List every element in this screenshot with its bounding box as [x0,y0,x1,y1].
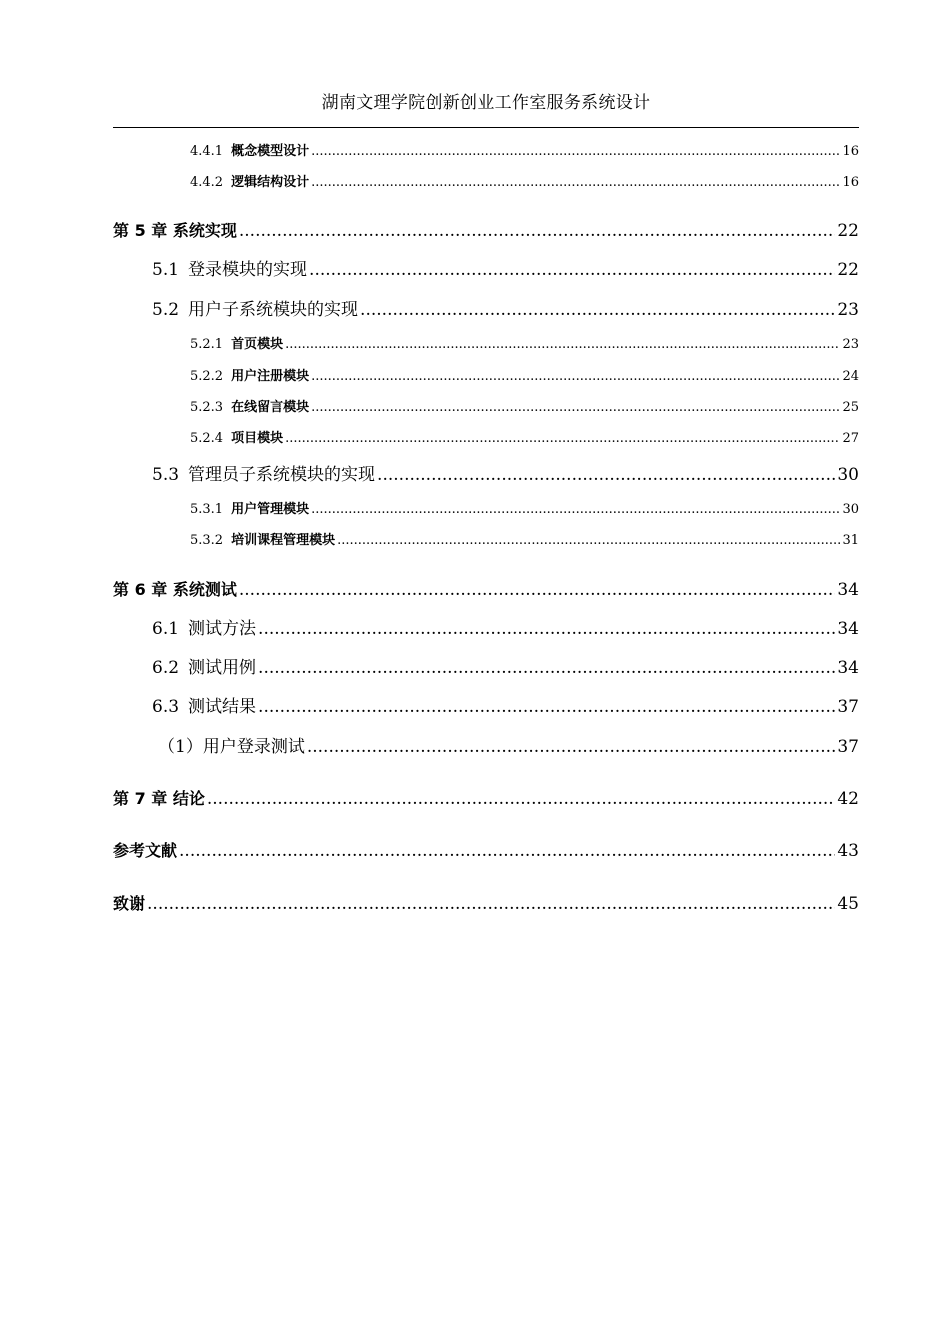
toc-entry-6-3-item-1[interactable] [158,735,859,759]
toc-entry-label: 测试用例 [188,658,257,678]
toc-leader-dots [309,258,835,282]
toc-page-number: 37 [837,697,859,717]
toc-entry-label: 概念模型设计 [231,144,310,159]
toc-entry-label: 测试方法 [188,619,257,639]
toc-page-number: 25 [842,400,859,415]
toc-leader-dots [311,143,840,161]
toc-leader-dots [258,617,835,641]
page-header-title: 湖南文理学院创新创业工作室服务系统设计 [321,93,651,113]
toc-entry-number: 4.4.2 [190,175,224,190]
toc-entry-5-2[interactable] [152,298,859,322]
toc-page-number: 45 [837,894,859,914]
toc-leader-dots [337,532,840,550]
toc-entry-number: 5.3 [152,465,180,485]
toc-leader-dots [307,735,836,759]
toc-entry-references[interactable] [113,839,859,863]
toc-entry-label: （1）用户登录测试 [158,737,305,757]
toc-entry-5-3[interactable] [152,463,859,487]
toc-entry-number: 6.3 [152,697,180,717]
toc-entry-number: 5.1 [152,260,180,280]
toc-page-number: 43 [837,841,859,861]
toc-entry-5-1[interactable] [152,258,859,282]
toc-entry-number: 5.2.4 [190,431,224,446]
toc-page-number: 27 [842,431,859,446]
toc-entry-6-3[interactable] [152,695,859,719]
toc-page-number: 34 [837,658,859,678]
toc-entry-acknowledgements[interactable] [113,892,859,916]
toc-page-number: 16 [842,175,859,190]
toc-page-number: 23 [837,300,859,320]
toc-entry-label: 项目模块 [231,431,284,446]
toc-page-number: 42 [837,789,859,809]
toc-entry-chapter-5[interactable] [113,219,859,243]
toc-page-number: 23 [842,337,859,352]
toc-entry-5-2-4[interactable] [190,430,859,448]
toc-entry-label: 首页模块 [231,337,284,352]
toc-entry-5-2-2[interactable] [190,368,859,386]
toc-leader-dots [311,399,840,417]
toc-entry-label: 登录模块的实现 [188,260,308,280]
toc-entry-number: 5.2.1 [190,337,224,352]
toc-leader-dots [360,298,835,322]
toc-page-number: 37 [837,737,859,757]
toc-entry-5-2-3[interactable] [190,399,859,417]
toc-leader-dots [311,501,840,519]
toc-entry-chapter-7[interactable] [113,787,859,811]
toc-leader-dots [179,839,835,863]
toc-leader-dots [311,368,840,386]
toc-entry-number: 5.2 [152,300,180,320]
toc-page-number: 30 [837,465,859,485]
toc-entry-label: 用户注册模块 [231,369,310,384]
toc-page-number: 31 [842,533,859,548]
toc-leader-dots [258,695,835,719]
toc-entry-label: 用户管理模块 [231,502,310,517]
toc-entry-label: 第 5 章 系统实现 [113,221,237,240]
toc-entry-label: 致谢 [113,894,146,913]
toc-page-number: 30 [842,502,859,517]
toc-entry-chapter-6[interactable] [113,578,859,602]
toc-entry-4-4-2[interactable] [190,174,859,192]
toc-entry-number: 4.4.1 [190,144,224,159]
toc-page-number: 22 [837,260,859,280]
toc-entry-label: 第 6 章 系统测试 [113,580,237,599]
toc-entry-label: 参考文献 [113,841,178,860]
toc-entry-label: 测试结果 [188,697,257,717]
toc-page-number: 24 [842,369,859,384]
toc-entry-label: 培训课程管理模块 [231,533,336,548]
toc-entry-5-2-1[interactable] [190,336,859,354]
toc-entry-6-2[interactable] [152,656,859,680]
toc-entry-number: 5.3.1 [190,502,224,517]
toc-page-number: 34 [837,619,859,639]
toc-leader-dots [311,174,840,192]
toc-entry-label: 逻辑结构设计 [231,175,310,190]
toc-entry-number: 5.3.2 [190,533,224,548]
toc-entry-label: 用户子系统模块的实现 [188,300,359,320]
toc-entry-number: 5.2.2 [190,369,224,384]
toc-entry-number: 6.2 [152,658,180,678]
toc-leader-dots [147,892,835,916]
toc-leader-dots [207,787,836,811]
toc-entry-5-3-2[interactable] [190,532,859,550]
toc-page-number: 34 [837,580,859,600]
toc-entry-4-4-1[interactable] [190,143,859,161]
toc-entry-label: 第 7 章 结论 [113,789,205,808]
toc-leader-dots [258,656,835,680]
toc-entry-label: 在线留言模块 [231,400,310,415]
toc-leader-dots [285,336,840,354]
toc-leader-dots [377,463,835,487]
toc-entry-number: 5.2.3 [190,400,224,415]
toc-entry-number: 6.1 [152,619,180,639]
toc-leader-dots [239,219,836,243]
toc-leader-dots [285,430,840,448]
toc-entry-5-3-1[interactable] [190,501,859,519]
toc-entry-label: 管理员子系统模块的实现 [188,465,376,485]
toc-leader-dots [239,578,836,602]
toc-page-number: 22 [837,221,859,241]
toc-entry-6-1[interactable] [152,617,859,641]
toc-page-number: 16 [842,144,859,159]
